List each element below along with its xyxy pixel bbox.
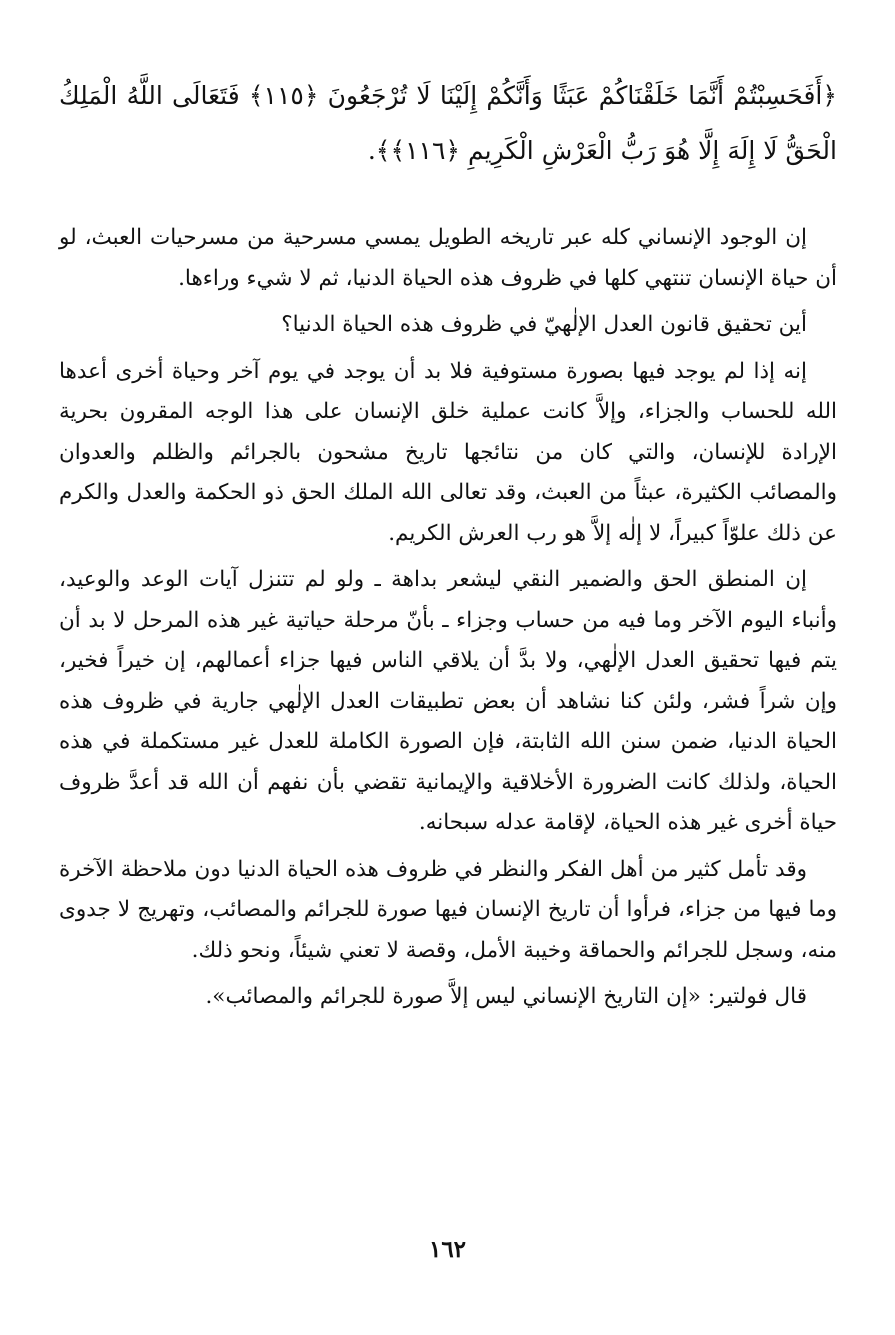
paragraph-1: إن الوجود الإنساني كله عبر تاريخه الطويل يمسي مسرحية من مسرحيات العبث، لو أن حياة الإنسان تنتهي كلها في ظروف هذه الحياة الدنيا، ثم لا شيء وراءها.: [59, 225, 837, 291]
quran-verse: ﴿أَفَحَسِبْتُمْ أَنَّمَا خَلَقْنَاكُمْ عَبَثًا وَأَنَّكُمْ إِلَيْنَا لَا تُرْجَعُونَ ﴿١١٥﴾ فَتَعَالَى اللَّهُ الْمَلِكُ الْحَقُّ لَا إِلَهَ إِلَّا هُوَ رَبُّ الْعَرْشِ الْكَرِيمِ ﴿١١٦﴾﴾.: [59, 81, 837, 165]
paragraph-6-quote: قال فولتير: «إن التاريخ الإنساني ليس إلاَّ صورة للجرائم والمصائب».: [205, 984, 807, 1009]
paragraph-3: إنه إذا لم يوجد فيها بصورة مستوفية فلا بد أن يوجد في يوم آخر وحياة أخرى أعدها الله للحساب والجزاء، وإلاَّ كانت عملية خلق الإنسان على هذا الوجه المقرون بحرية الإرادة للإنسان، والتي كان من نتائجها تاريخ مشحون بالجرائم والظلم والعدوان والمصائب الكثيرة، عبثاً من العبث، وقد تعالى الله الملك الحق ذو الحكمة والعدل والكرم عن ذلك علوّاً كبيراً، لا إلٰه إلاَّ هو رب العرش الكريم.: [59, 358, 837, 546]
paragraph-4: إن المنطق الحق والضمير النقي ليشعر بداهة ـ ولو لم تتنزل آيات الوعد والوعيد، وأنباء اليوم الآخر وما فيه من حساب وجزاء ـ بأنّ مرحلة حياتية غير هذه المرحل لا بد أن يتم فيها تحقيق العدل الإلٰهي، ولا بدَّ أن يلاقي الناس فيها جزاء أعمالهم، إن خيراً فخير، وإن شراً فشر، ولئن كنا نشاهد أن بعض تطبيقات العدل الإلٰهي جارية في ظروف هذه الحياة الدنيا، ضمن سنن الله الثابتة، فإن الصورة الكاملة للعدل غير مستكملة في هذه الحياة، ولذلك كانت الضرورة الأخلاقية والإيمانية تقضي بأن نفهم أن الله قد أعدَّ ظروف حياة أخرى غير هذه الحياة، لإقامة عدله سبحانه.: [59, 567, 837, 835]
page-body: [59, 68, 837, 1024]
page-number: ١٦٢: [428, 1236, 467, 1263]
paragraph-2: أين تحقيق قانون العدل الإلٰهيّ في ظروف هذه الحياة الدنيا؟: [281, 312, 807, 337]
paragraph-5: وقد تأمل كثير من أهل الفكر والنظر في ظروف هذه الحياة الدنيا دون ملاحظة الآخرة وما فيها من جزاء، فرأوا أن تاريخ الإنسان فيها صورة للجرائم والمصائب، وتهريج لا جدوى منه، وسجل للجرائم والحماقة وخيبة الأمل، وقصة لا تعني شيئاً، ونحو ذلك.: [59, 856, 837, 963]
